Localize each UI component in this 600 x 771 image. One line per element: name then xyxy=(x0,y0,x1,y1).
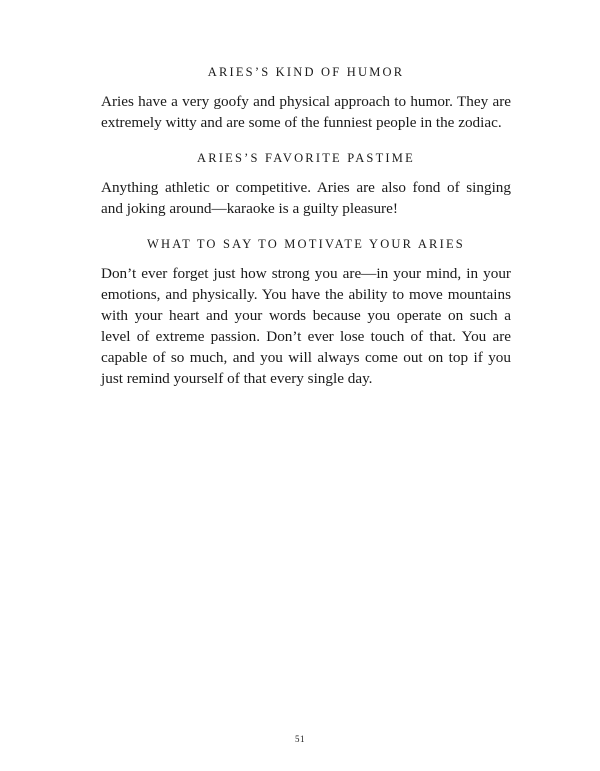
section-heading: ARIES’S FAVORITE PASTIME xyxy=(197,151,415,165)
section-motivate xyxy=(101,236,511,389)
section-body: Aries have a very goofy and physical approach to humor. They are extremely witty and are some of the funniest people in the zodiac. xyxy=(101,93,511,131)
section-kind-of-humor xyxy=(101,64,511,133)
section-body: Anything athletic or competitive. Aries are also fond of singing and joking around—karaoke is a guilty pleasure! xyxy=(101,179,511,217)
section-heading: ARIES’S KIND OF HUMOR xyxy=(207,65,405,79)
section-heading: WHAT TO SAY TO MOTIVATE YOUR ARIES xyxy=(147,237,465,251)
section-body: Don’t ever forget just how strong you are—in your mind, in your emotions, and physically. You have the ability to move mountains with your heart and your words because you operate on such a level of extreme passion. Don’t ever lose touch of that. You are capable of so much, and you will always come out on top if you just remind yourself of that every single day. xyxy=(101,265,511,387)
section-favorite-pastime xyxy=(101,150,511,219)
page-number: 51 xyxy=(295,734,305,744)
